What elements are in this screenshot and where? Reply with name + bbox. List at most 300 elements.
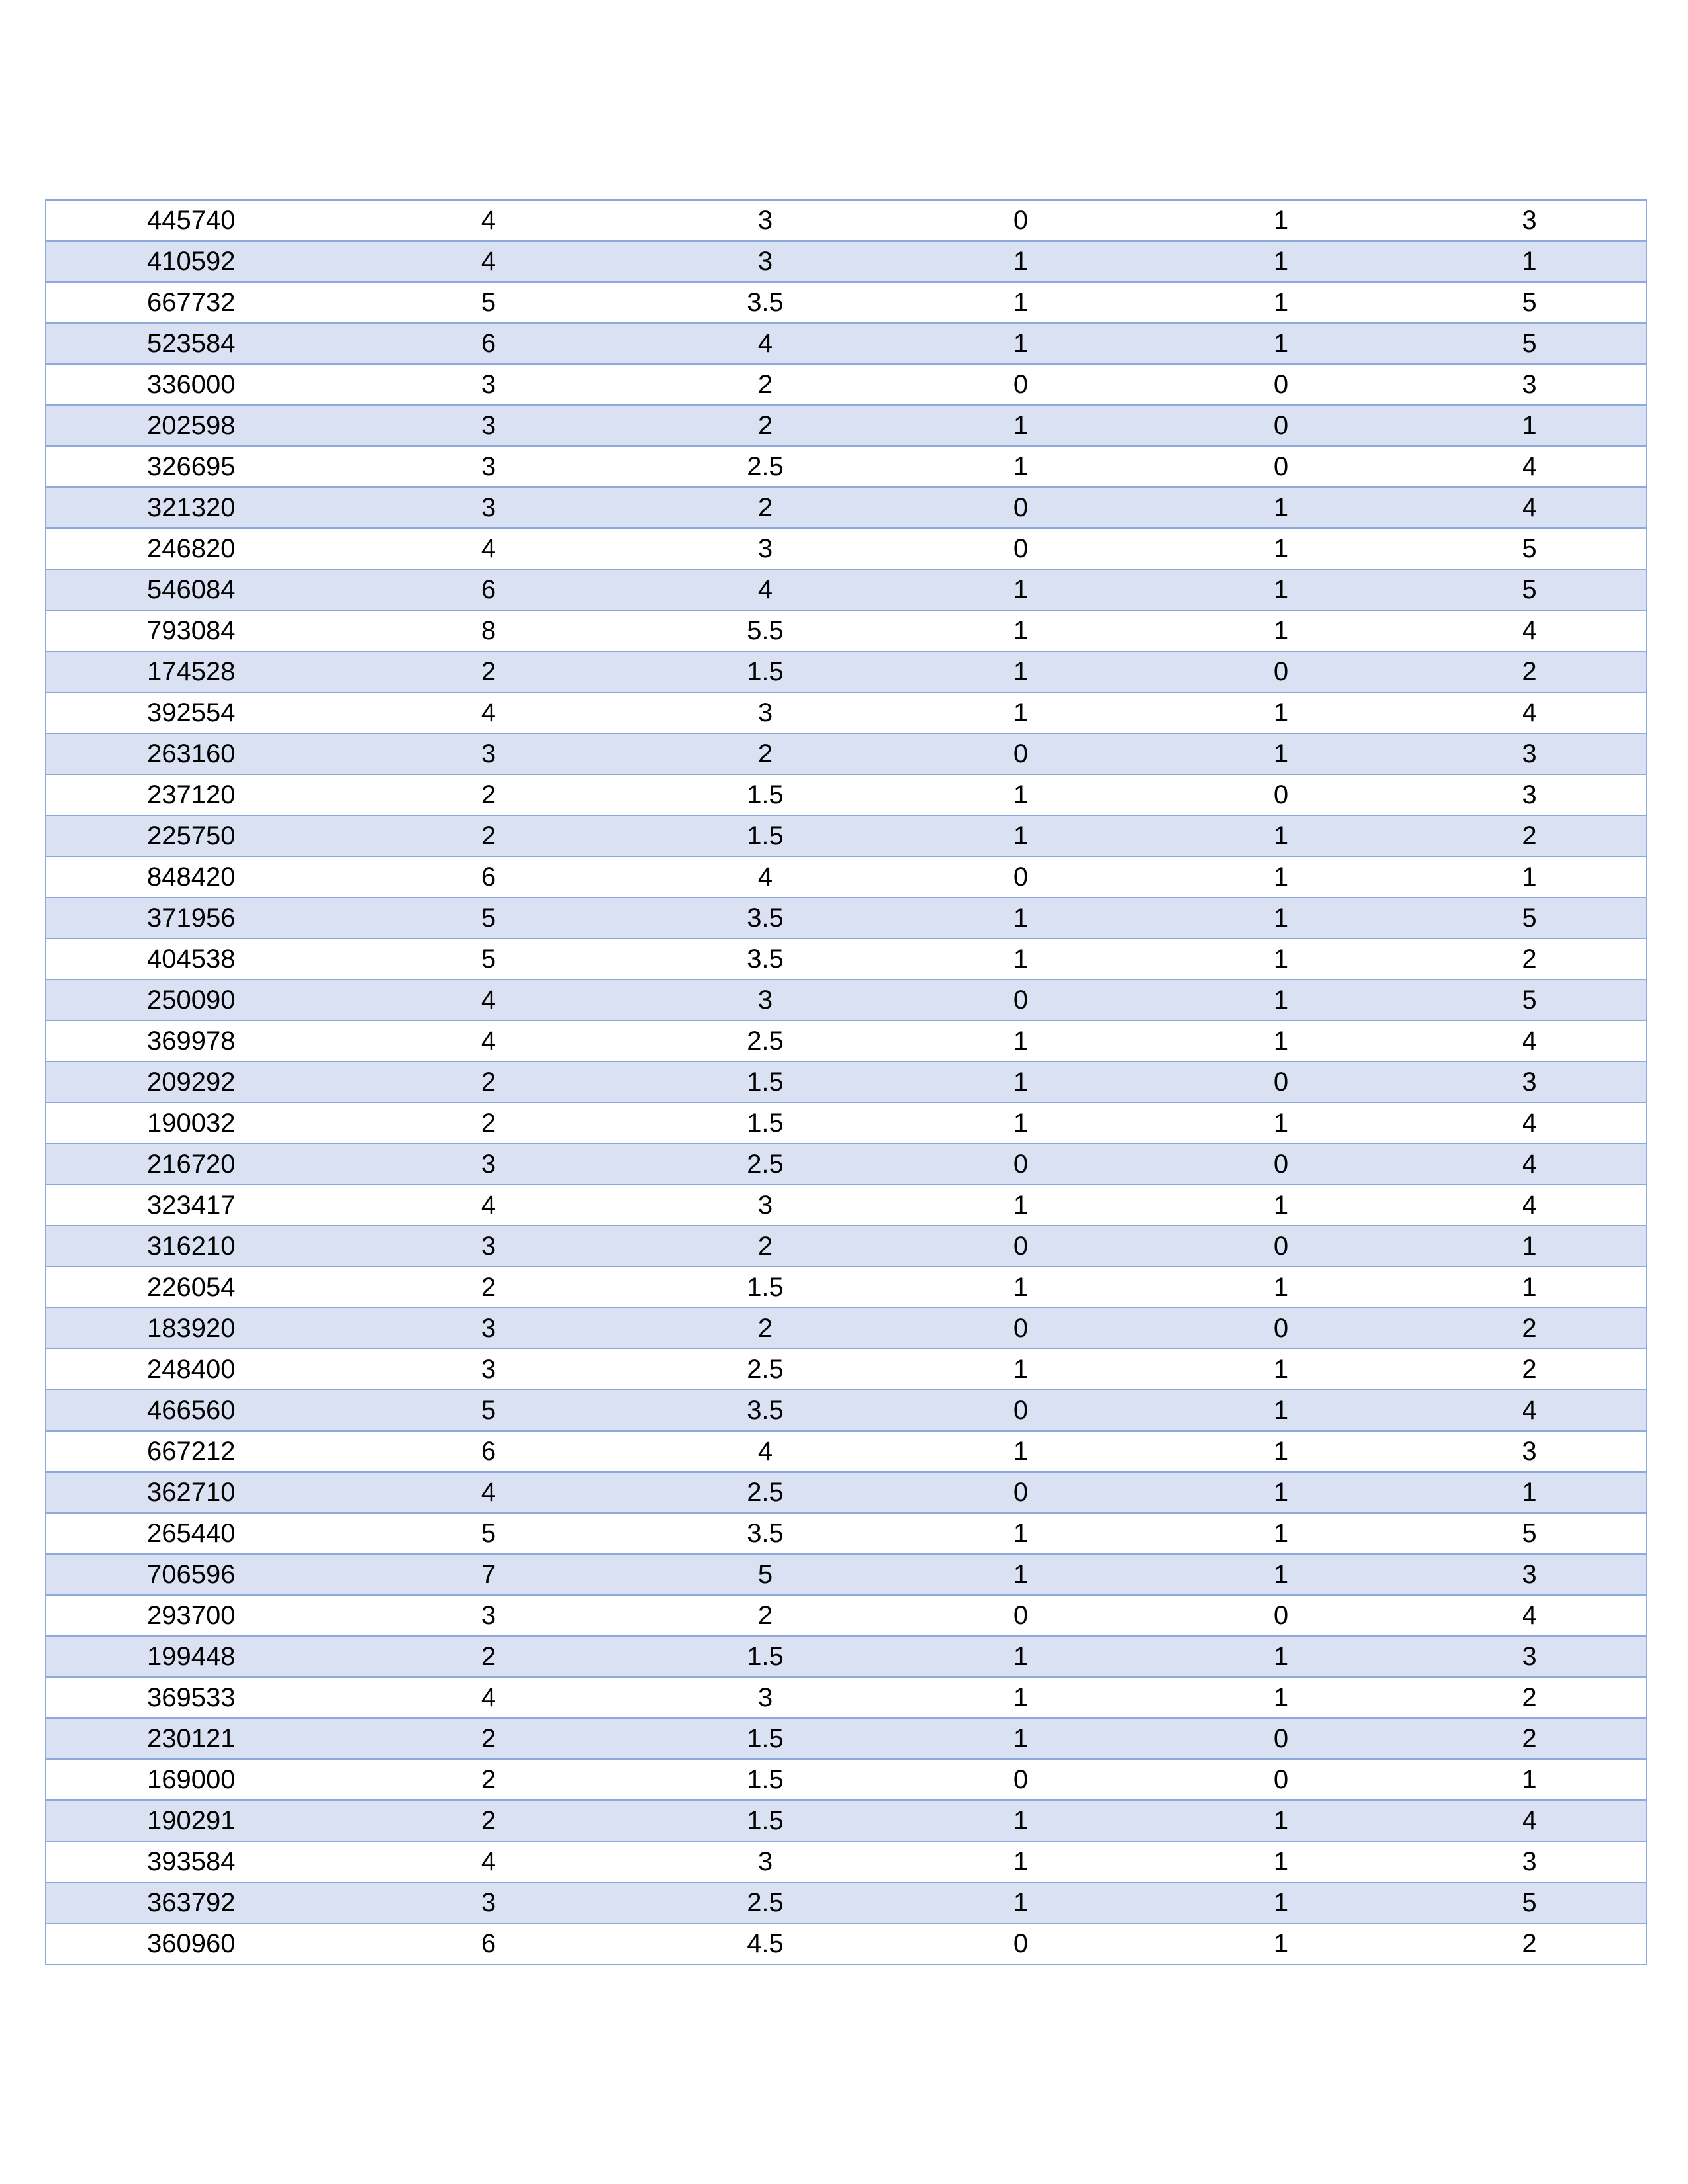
table-cell: 1 (1149, 1185, 1413, 1226)
table-cell: 1 (1413, 241, 1646, 282)
table-cell: 5 (1413, 1882, 1646, 1923)
table-cell: 3 (340, 446, 637, 487)
table-cell: 3 (637, 200, 893, 241)
table-row (46, 446, 1646, 487)
table-cell: 1.5 (637, 1062, 893, 1103)
table-cell: 371956 (46, 897, 340, 938)
table-cell: 1 (893, 1103, 1149, 1144)
table-cell: 0 (893, 1923, 1149, 1964)
table-cell: 1 (1149, 1267, 1413, 1308)
table-cell: 1.5 (637, 1800, 893, 1841)
table-cell: 0 (893, 1144, 1149, 1185)
table-cell: 4 (1413, 1595, 1646, 1636)
table-cell: 5 (340, 938, 637, 979)
table-row (46, 487, 1646, 528)
table-cell: 169000 (46, 1759, 340, 1800)
table-cell: 5 (1413, 569, 1646, 610)
table-row (46, 774, 1646, 815)
table-cell: 0 (893, 1759, 1149, 1800)
table-row (46, 938, 1646, 979)
table-cell: 0 (1149, 1718, 1413, 1759)
table-cell: 1 (1149, 815, 1413, 856)
table-cell: 667732 (46, 282, 340, 323)
table-cell: 1 (1149, 487, 1413, 528)
table-cell: 1 (1413, 1472, 1646, 1513)
table-cell: 4 (1413, 610, 1646, 651)
table-row (46, 1677, 1646, 1718)
table-cell: 293700 (46, 1595, 340, 1636)
table-cell: 1 (893, 651, 1149, 692)
table-cell: 6 (340, 1431, 637, 1472)
table-cell: 3 (340, 1226, 637, 1267)
table-cell: 4 (1413, 1800, 1646, 1841)
table-cell: 2 (340, 1800, 637, 1841)
table-cell: 3 (637, 1185, 893, 1226)
table-cell: 2 (637, 364, 893, 405)
table-row (46, 405, 1646, 446)
table-row (46, 1144, 1646, 1185)
table-row (46, 528, 1646, 569)
table-row (46, 733, 1646, 774)
table-cell: 523584 (46, 323, 340, 364)
table-cell: 2 (1413, 815, 1646, 856)
table-cell: 0 (1149, 1595, 1413, 1636)
table-cell: 0 (893, 1226, 1149, 1267)
table-cell: 5 (340, 1390, 637, 1431)
table-cell: 4 (340, 1841, 637, 1882)
table-cell: 5 (1413, 323, 1646, 364)
table-cell: 1 (1149, 569, 1413, 610)
table-cell: 0 (893, 528, 1149, 569)
table-cell: 5 (340, 1513, 637, 1554)
table-cell: 5 (1413, 897, 1646, 938)
table-row (46, 692, 1646, 733)
table-row (46, 1718, 1646, 1759)
table-cell: 4 (637, 569, 893, 610)
table-row (46, 364, 1646, 405)
table-cell: 5 (1413, 528, 1646, 569)
data-table (45, 199, 1647, 1965)
table-cell: 2 (1413, 1308, 1646, 1349)
table-cell: 0 (893, 200, 1149, 241)
table-row (46, 651, 1646, 692)
table-cell: 0 (893, 1472, 1149, 1513)
table-row (46, 815, 1646, 856)
table-cell: 2.5 (637, 1472, 893, 1513)
table-cell: 1 (893, 1636, 1149, 1677)
table-cell: 2.5 (637, 1882, 893, 1923)
table-cell: 199448 (46, 1636, 340, 1677)
table-cell: 1 (1413, 1759, 1646, 1800)
table-cell: 1 (893, 323, 1149, 364)
table-cell: 5.5 (637, 610, 893, 651)
table-cell: 546084 (46, 569, 340, 610)
table-row (46, 1554, 1646, 1595)
table-cell: 5 (340, 897, 637, 938)
table-cell: 209292 (46, 1062, 340, 1103)
table-cell: 0 (893, 1308, 1149, 1349)
table-cell: 1 (893, 1718, 1149, 1759)
table-cell: 4 (1413, 1021, 1646, 1062)
table-cell: 2.5 (637, 1349, 893, 1390)
table-cell: 0 (1149, 1759, 1413, 1800)
table-cell: 4 (1413, 692, 1646, 733)
table-cell: 2 (340, 651, 637, 692)
table-cell: 1.5 (637, 651, 893, 692)
table-cell: 1 (1149, 1841, 1413, 1882)
table-cell: 6 (340, 323, 637, 364)
table-cell: 3 (637, 692, 893, 733)
table-cell: 1.5 (637, 1636, 893, 1677)
table-cell: 3.5 (637, 1390, 893, 1431)
table-row (46, 569, 1646, 610)
table-cell: 0 (893, 856, 1149, 897)
table-cell: 263160 (46, 733, 340, 774)
table-row (46, 1431, 1646, 1472)
table-row (46, 1267, 1646, 1308)
table-cell: 2 (637, 1308, 893, 1349)
table-cell: 392554 (46, 692, 340, 733)
table-cell: 0 (1149, 1144, 1413, 1185)
table-cell: 1 (1149, 1677, 1413, 1718)
table-cell: 1 (893, 446, 1149, 487)
table-row (46, 610, 1646, 651)
table-cell: 2 (637, 487, 893, 528)
table-row (46, 979, 1646, 1021)
table-cell: 1 (893, 1554, 1149, 1595)
table-cell: 3 (637, 1677, 893, 1718)
table-cell: 1 (893, 1267, 1149, 1308)
table-cell: 5 (340, 282, 637, 323)
table-cell: 2 (1413, 938, 1646, 979)
table-cell: 410592 (46, 241, 340, 282)
table-cell: 183920 (46, 1308, 340, 1349)
table-cell: 2 (340, 815, 637, 856)
table-cell: 1 (1413, 1226, 1646, 1267)
table-cell: 4 (1413, 487, 1646, 528)
table-cell: 369978 (46, 1021, 340, 1062)
table-cell: 226054 (46, 1267, 340, 1308)
table-cell: 3 (1413, 364, 1646, 405)
table-cell: 3 (637, 241, 893, 282)
table-cell: 4 (340, 1185, 637, 1226)
table-cell: 1 (893, 1349, 1149, 1390)
table-body (46, 200, 1646, 1964)
table-cell: 1 (893, 569, 1149, 610)
table-cell: 1 (893, 774, 1149, 815)
table-cell: 1 (1149, 1021, 1413, 1062)
table-cell: 393584 (46, 1841, 340, 1882)
table-cell: 2.5 (637, 446, 893, 487)
table-row (46, 1595, 1646, 1636)
table-cell: 230121 (46, 1718, 340, 1759)
table-cell: 3.5 (637, 897, 893, 938)
table-row (46, 1390, 1646, 1431)
table-cell: 3.5 (637, 282, 893, 323)
table-cell: 5 (637, 1554, 893, 1595)
table-cell: 2 (1413, 1677, 1646, 1718)
table-row (46, 1841, 1646, 1882)
table-cell: 1.5 (637, 1759, 893, 1800)
table-cell: 190291 (46, 1800, 340, 1841)
table-cell: 4 (1413, 1103, 1646, 1144)
table-row (46, 1472, 1646, 1513)
table-cell: 1 (893, 897, 1149, 938)
table-cell: 2 (340, 1759, 637, 1800)
table-cell: 3 (1413, 1062, 1646, 1103)
table-cell: 1 (1149, 938, 1413, 979)
table-cell: 2.5 (637, 1021, 893, 1062)
table-cell: 1 (1149, 856, 1413, 897)
table-cell: 1 (1413, 1267, 1646, 1308)
table-cell: 0 (893, 1595, 1149, 1636)
table-cell: 848420 (46, 856, 340, 897)
table-cell: 1 (1149, 1636, 1413, 1677)
table-cell: 2 (340, 1103, 637, 1144)
table-cell: 246820 (46, 528, 340, 569)
table-cell: 2 (340, 1636, 637, 1677)
table-cell: 202598 (46, 405, 340, 446)
table-cell: 2 (340, 1718, 637, 1759)
table-cell: 3 (1413, 1636, 1646, 1677)
table-cell: 1 (1149, 1103, 1413, 1144)
table-cell: 2.5 (637, 1144, 893, 1185)
table-row (46, 1636, 1646, 1677)
table-cell: 1.5 (637, 1718, 893, 1759)
table-cell: 6 (340, 856, 637, 897)
table-cell: 369533 (46, 1677, 340, 1718)
table-cell: 3 (1413, 733, 1646, 774)
table-cell: 1.5 (637, 774, 893, 815)
table-cell: 1 (1149, 1390, 1413, 1431)
table-cell: 4 (1413, 1144, 1646, 1185)
table-cell: 2 (637, 405, 893, 446)
table-cell: 3 (1413, 1431, 1646, 1472)
table-cell: 1 (1413, 856, 1646, 897)
table-cell: 321320 (46, 487, 340, 528)
table-cell: 1 (1149, 1800, 1413, 1841)
table-cell: 1 (893, 1062, 1149, 1103)
table-cell: 1 (1149, 1513, 1413, 1554)
table-cell: 0 (893, 733, 1149, 774)
table-cell: 4 (340, 1021, 637, 1062)
table-cell: 5 (1413, 1513, 1646, 1554)
table-cell: 4 (340, 200, 637, 241)
table-cell: 1 (893, 1841, 1149, 1882)
table-cell: 248400 (46, 1349, 340, 1390)
table-cell: 1 (1413, 405, 1646, 446)
table-cell: 4.5 (637, 1923, 893, 1964)
table-cell: 445740 (46, 200, 340, 241)
table-row (46, 1349, 1646, 1390)
table-cell: 466560 (46, 1390, 340, 1431)
table-cell: 0 (893, 487, 1149, 528)
table-cell: 1 (893, 610, 1149, 651)
table-cell: 5 (1413, 979, 1646, 1021)
table-cell: 1 (893, 692, 1149, 733)
table-cell: 1 (893, 405, 1149, 446)
table-cell: 0 (1149, 651, 1413, 692)
table-row (46, 1226, 1646, 1267)
table-row (46, 1103, 1646, 1144)
table-cell: 1 (1149, 1431, 1413, 1472)
table-row (46, 241, 1646, 282)
table-cell: 0 (1149, 774, 1413, 815)
table-cell: 1 (893, 1185, 1149, 1226)
table-cell: 216720 (46, 1144, 340, 1185)
table-cell: 2 (340, 1062, 637, 1103)
table-row (46, 1882, 1646, 1923)
table-cell: 3 (340, 1308, 637, 1349)
table-cell: 4 (340, 1677, 637, 1718)
table-cell: 3 (340, 1882, 637, 1923)
table-cell: 0 (893, 1390, 1149, 1431)
table-cell: 3.5 (637, 938, 893, 979)
table-cell: 1 (893, 1021, 1149, 1062)
table-cell: 3 (1413, 1554, 1646, 1595)
table-cell: 4 (340, 979, 637, 1021)
table-cell: 6 (340, 1923, 637, 1964)
table-row (46, 200, 1646, 241)
table-cell: 3 (340, 364, 637, 405)
table-cell: 3 (340, 1144, 637, 1185)
table-cell: 1 (1149, 1923, 1413, 1964)
table-cell: 3 (340, 487, 637, 528)
table-cell: 3 (340, 733, 637, 774)
table-cell: 1 (1149, 979, 1413, 1021)
table-cell: 4 (637, 323, 893, 364)
table-cell: 1 (893, 815, 1149, 856)
table-row (46, 897, 1646, 938)
table-cell: 4 (340, 1472, 637, 1513)
table-cell: 1 (1149, 282, 1413, 323)
table-cell: 5 (1413, 282, 1646, 323)
table-cell: 1 (1149, 200, 1413, 241)
table-cell: 3 (340, 405, 637, 446)
table-cell: 667212 (46, 1431, 340, 1472)
table-row (46, 1185, 1646, 1226)
table-cell: 2 (637, 1226, 893, 1267)
table-cell: 4 (340, 528, 637, 569)
table-cell: 1 (1149, 733, 1413, 774)
table-cell: 1 (1149, 323, 1413, 364)
table-cell: 3 (637, 1841, 893, 1882)
table-cell: 4 (340, 692, 637, 733)
table-cell: 4 (1413, 446, 1646, 487)
table-cell: 362710 (46, 1472, 340, 1513)
table-cell: 1 (1149, 528, 1413, 569)
table-row (46, 856, 1646, 897)
table-cell: 0 (1149, 1062, 1413, 1103)
table-cell: 1 (893, 938, 1149, 979)
table-cell: 336000 (46, 364, 340, 405)
table-cell: 8 (340, 610, 637, 651)
table-cell: 2 (1413, 1923, 1646, 1964)
table-cell: 316210 (46, 1226, 340, 1267)
table-cell: 1 (893, 282, 1149, 323)
table-row (46, 323, 1646, 364)
table-cell: 4 (637, 1431, 893, 1472)
table-cell: 0 (893, 979, 1149, 1021)
table-cell: 225750 (46, 815, 340, 856)
table-cell: 2 (1413, 651, 1646, 692)
table-row (46, 1759, 1646, 1800)
table-cell: 1.5 (637, 1267, 893, 1308)
table-cell: 2 (637, 733, 893, 774)
table-cell: 1 (1149, 610, 1413, 651)
table-row (46, 1062, 1646, 1103)
table-cell: 0 (893, 364, 1149, 405)
table-cell: 3 (1413, 200, 1646, 241)
table-cell: 1 (1149, 692, 1413, 733)
table-cell: 1 (1149, 241, 1413, 282)
table-cell: 1 (1149, 1349, 1413, 1390)
table-cell: 2 (340, 774, 637, 815)
table-cell: 1 (1149, 1554, 1413, 1595)
table-cell: 174528 (46, 651, 340, 692)
table-cell: 2 (340, 1267, 637, 1308)
table-cell: 1 (1149, 1472, 1413, 1513)
table-cell: 7 (340, 1554, 637, 1595)
table-cell: 706596 (46, 1554, 340, 1595)
table-cell: 1 (893, 1513, 1149, 1554)
table-cell: 250090 (46, 979, 340, 1021)
table-cell: 1 (1149, 1882, 1413, 1923)
table-row (46, 1923, 1646, 1964)
table-row (46, 1021, 1646, 1062)
table-cell: 3 (340, 1595, 637, 1636)
table-cell: 4 (637, 856, 893, 897)
table-cell: 4 (1413, 1390, 1646, 1431)
table-row (46, 1513, 1646, 1554)
table-cell: 1 (893, 1677, 1149, 1718)
table-cell: 1 (893, 1882, 1149, 1923)
table-cell: 0 (1149, 1308, 1413, 1349)
table-row (46, 1800, 1646, 1841)
table-cell: 360960 (46, 1923, 340, 1964)
table-cell: 2 (1413, 1349, 1646, 1390)
table-cell: 1 (893, 1431, 1149, 1472)
table-cell: 0 (1149, 364, 1413, 405)
table-cell: 3 (1413, 1841, 1646, 1882)
table-cell: 326695 (46, 446, 340, 487)
table-cell: 3 (1413, 774, 1646, 815)
table-cell: 1 (893, 1800, 1149, 1841)
table-cell: 3.5 (637, 1513, 893, 1554)
table-cell: 323417 (46, 1185, 340, 1226)
table-cell: 3 (637, 979, 893, 1021)
table-cell: 793084 (46, 610, 340, 651)
table-cell: 4 (340, 241, 637, 282)
table-cell: 2 (637, 1595, 893, 1636)
table-cell: 363792 (46, 1882, 340, 1923)
table-cell: 3 (637, 528, 893, 569)
table-cell: 1.5 (637, 1103, 893, 1144)
table-cell: 4 (1413, 1185, 1646, 1226)
table-cell: 0 (1149, 446, 1413, 487)
table-row (46, 282, 1646, 323)
table-cell: 0 (1149, 405, 1413, 446)
table-cell: 2 (1413, 1718, 1646, 1759)
table-cell: 3 (340, 1349, 637, 1390)
table-cell: 1 (1149, 897, 1413, 938)
table-cell: 1 (893, 241, 1149, 282)
table-cell: 1.5 (637, 815, 893, 856)
table-cell: 265440 (46, 1513, 340, 1554)
table-cell: 190032 (46, 1103, 340, 1144)
table-cell: 0 (1149, 1226, 1413, 1267)
table-cell: 404538 (46, 938, 340, 979)
